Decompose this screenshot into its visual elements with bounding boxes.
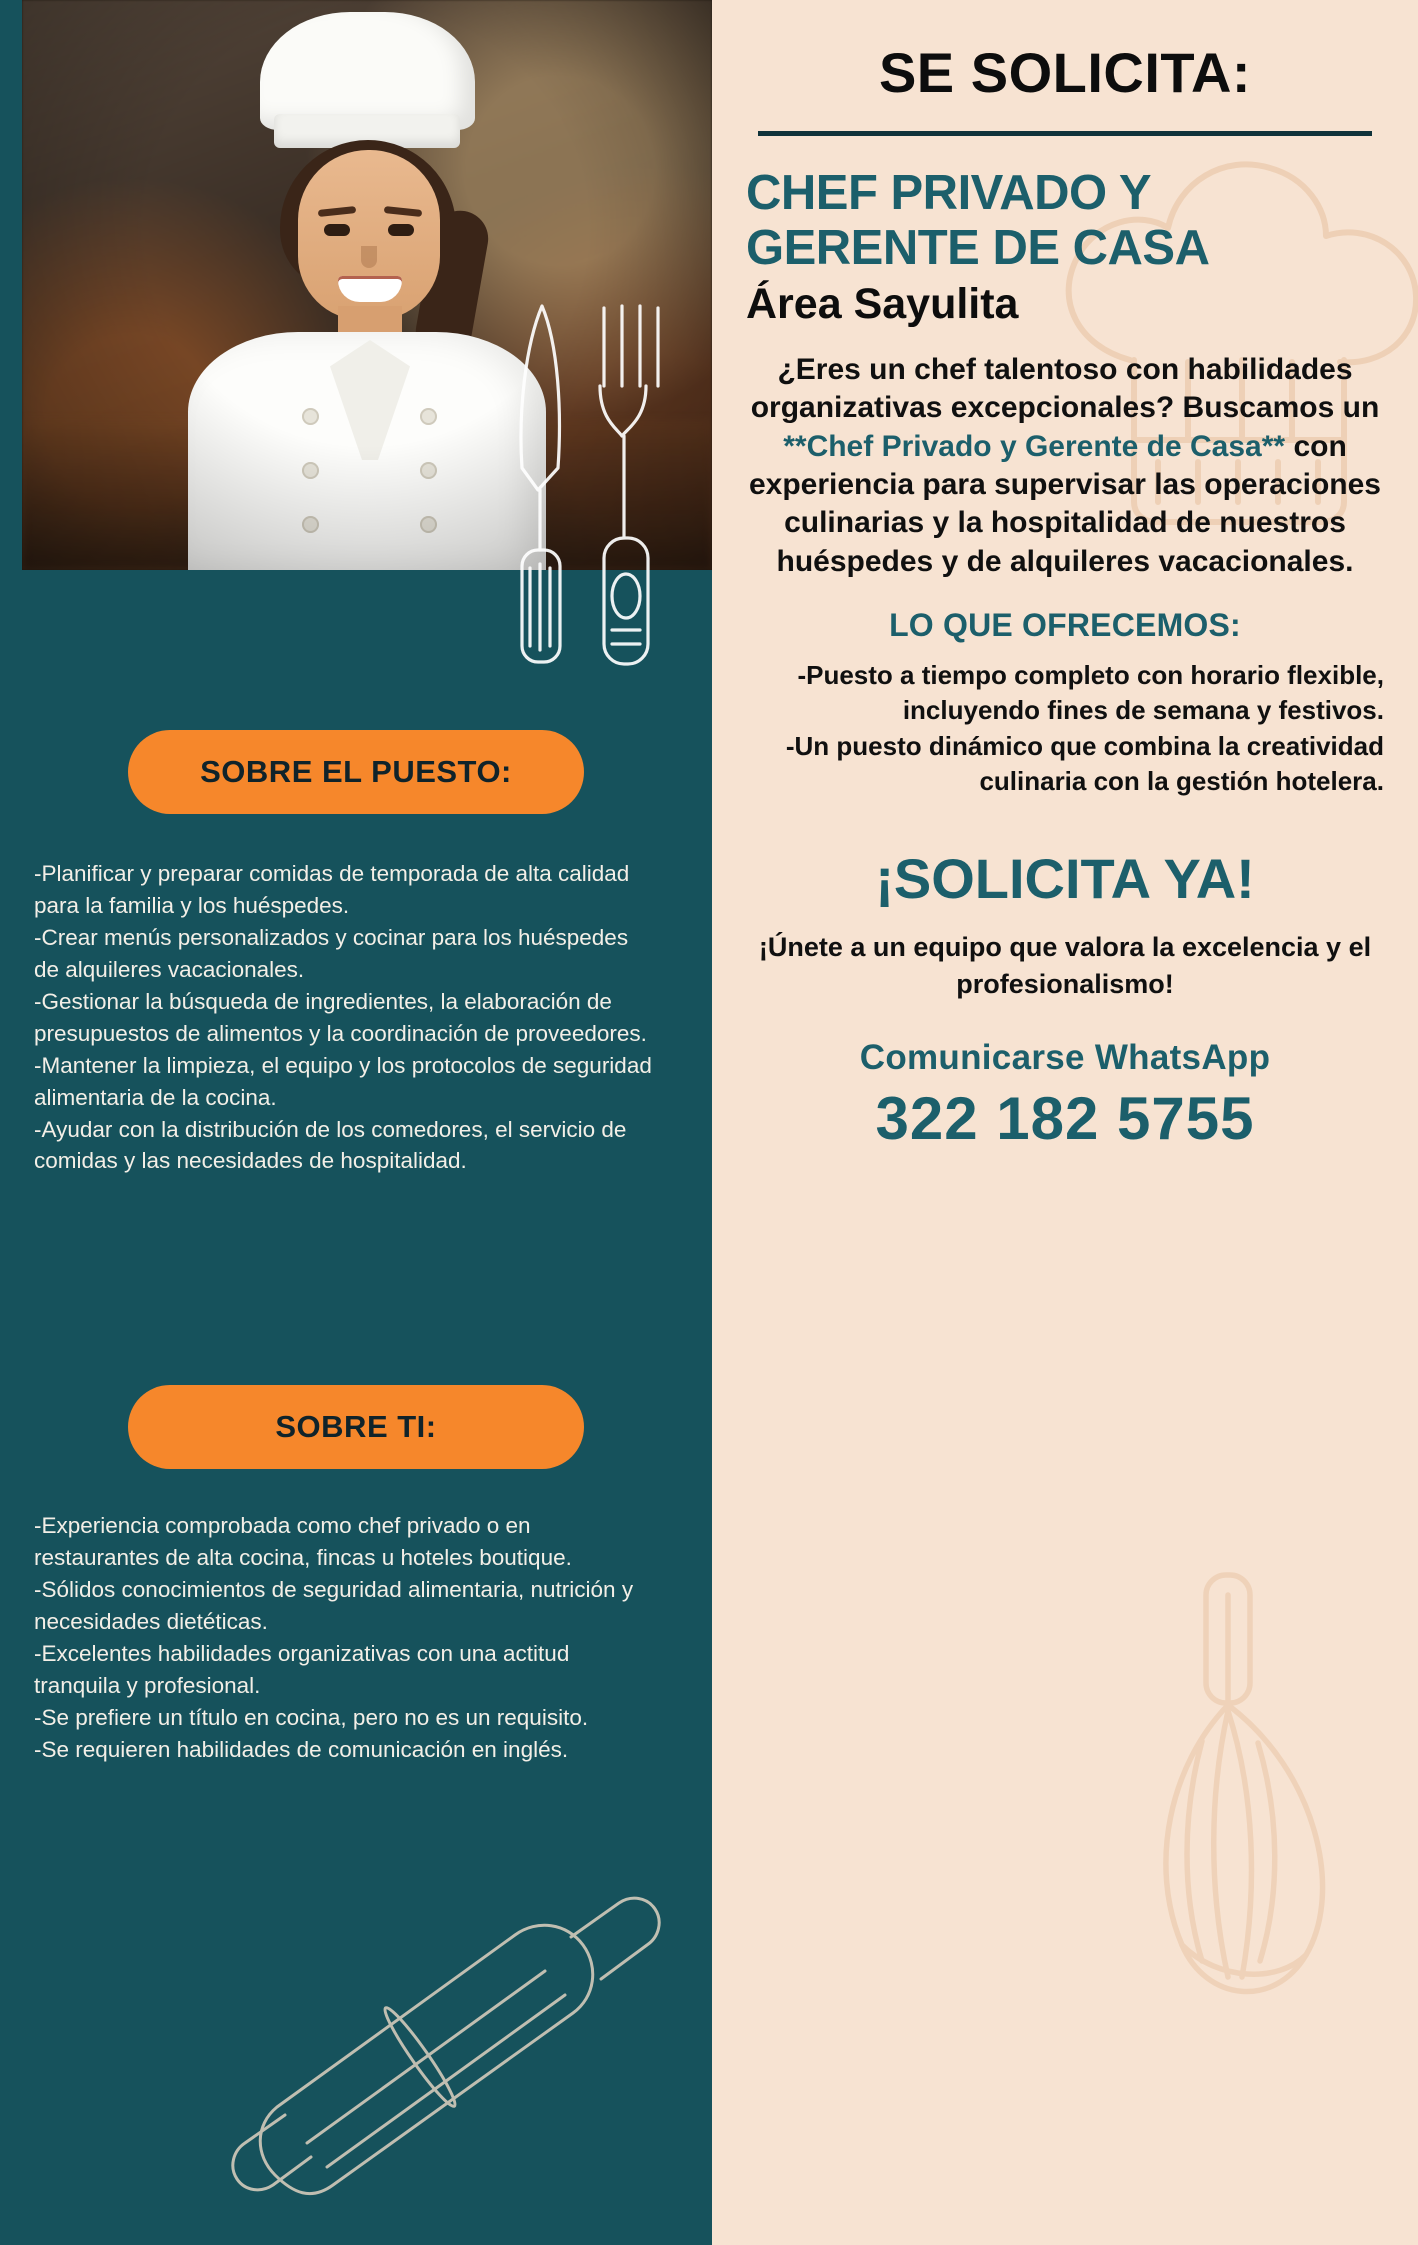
offer-list — [746, 658, 1384, 799]
about-you-list — [34, 1510, 654, 1766]
page-title: SE SOLICITA: — [878, 41, 1252, 104]
contact-label[interactable]: Comunicarse WhatsApp — [859, 1038, 1271, 1078]
badge-about-you-label: SOBRE TI: — [275, 1409, 437, 1444]
whisk-watermark-icon — [1078, 1565, 1408, 2125]
intro-paragraph — [746, 351, 1384, 581]
badge-about-job — [128, 730, 584, 814]
rolling-pin-icon — [215, 1875, 685, 2205]
intro-highlight: **Chef Privado y Gerente de Casa** — [783, 429, 1286, 463]
intro-part-1: ¿Eres un chef talentoso con habilidades organizativas excepcionales? Buscamos un — [750, 352, 1380, 425]
photo-vignette — [22, 0, 712, 570]
list-item: -Mantener la limpieza, el equipo y los protocolos de seguridad alimentaria de la cocina. — [34, 1052, 652, 1110]
right-panel — [712, 0, 1418, 2245]
list-item: -Se requieren habilidades de comunicación en inglés. — [34, 1736, 569, 1762]
list-item: -Gestionar la búsqueda de ingredientes, la elaboración de presupuestos de alimentos y la coordinación de proveedores. — [34, 988, 647, 1046]
offer-section-title: LO QUE OFRECEMOS: — [889, 607, 1241, 644]
list-item: -Crear menús personalizados y cocinar para los huéspedes de alquileres vacacionales. — [34, 924, 629, 982]
contact-phone[interactable]: 322 182 5755 — [875, 1085, 1255, 1153]
cta-subtext: ¡Únete a un equipo que valora la excelencia y el profesionalismo! — [758, 931, 1372, 1000]
divider — [758, 131, 1372, 136]
list-item: -Sólidos conocimientos de seguridad alimentaria, nutrición y necesidades dietéticas. — [34, 1576, 634, 1634]
cta-heading: ¡SOLICITA YA! — [875, 846, 1255, 910]
intro-part-2: con experiencia para supervisar las operaciones culinarias y la hospitalidad de nuestros huéspedes y de alquileres vacacionales. — [748, 429, 1381, 578]
list-item: -Se prefiere un título en cocina, pero no es un requisito. — [34, 1704, 589, 1730]
badge-about-you — [128, 1385, 584, 1469]
badge-about-job-label: SOBRE EL PUESTO: — [200, 754, 512, 789]
list-item: -Experiencia comprobada como chef privado o en restaurantes de alta cocina, fincas u hoteles boutique. — [34, 1513, 572, 1570]
job-title: CHEF PRIVADO Y GERENTE DE CASA — [746, 166, 1210, 275]
list-item: -Planificar y preparar comidas de temporada de alta calidad para la familia y los huéspedes. — [34, 861, 630, 918]
chef-photo — [22, 0, 712, 570]
list-item: -Puesto a tiempo completo con horario flexible, incluyendo fines de semana y festivos. — [797, 660, 1384, 726]
job-location: Área Sayulita — [746, 279, 1019, 328]
list-item: -Un puesto dinámico que combina la creatividad culinaria con la gestión hotelera. — [785, 730, 1384, 797]
list-item: -Excelentes habilidades organizativas con una actitud tranquila y profesional. — [34, 1640, 570, 1698]
about-job-list — [34, 858, 654, 1177]
list-item: -Ayudar con la distribución de los comedores, el servicio de comidas y las necesidades de hospitalidad. — [34, 1116, 627, 1174]
